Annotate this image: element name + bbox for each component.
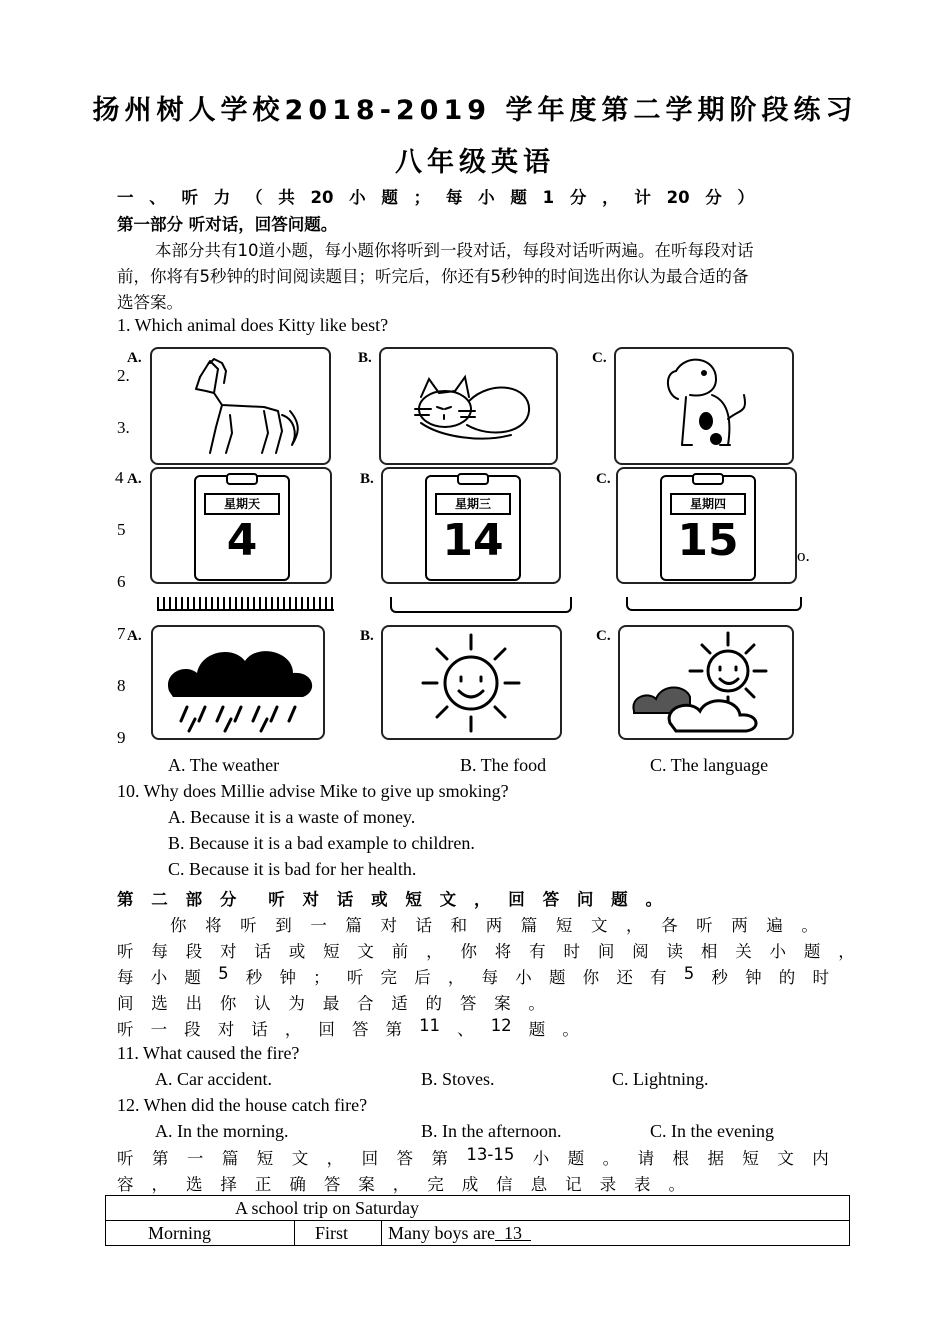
horse-icon <box>152 349 329 463</box>
option-label-c: C. <box>596 628 611 644</box>
answer-blank-13[interactable]: 13 <box>494 1222 531 1243</box>
question-1: 1. Which animal does Kitty like best? <box>117 315 389 335</box>
q11-option-a: A. Car accident. <box>155 1069 272 1089</box>
picture-option-cat[interactable] <box>379 347 558 465</box>
picture-option-calendar-b[interactable] <box>381 467 561 584</box>
cut-text: o. <box>797 546 810 565</box>
question-number: 7 <box>117 624 126 643</box>
option-label-a: A. <box>127 628 142 644</box>
calendar-day: 14 <box>442 515 504 566</box>
question-number: 3. <box>117 418 130 437</box>
hidden-picture-strip <box>390 597 572 613</box>
hidden-picture-strip <box>626 597 802 611</box>
picture-option-dog[interactable] <box>614 347 794 465</box>
page-subtitle: 八年级英语 <box>395 147 555 178</box>
instruction-line: 本部分共有10道小题，每小题你将听到一段对话，每段对话听两遍。在听每段对话 <box>155 241 754 260</box>
q12-option-b: B. In the afternoon. <box>421 1121 562 1141</box>
part2-title: 第 二 部 分 听 对 话 或 短 文 ， 回 答 问 题 。 <box>117 890 662 909</box>
record-table <box>105 1195 850 1246</box>
sun-icon <box>383 627 560 738</box>
q10-option-b: B. Because it is a bad example to children. <box>168 833 475 853</box>
option-label-a: A. <box>127 350 142 366</box>
option-label-c: C. <box>596 471 611 487</box>
calendar-day: 4 <box>226 515 258 566</box>
question-10: 10. Why does Millie advise Mike to give up smoking? <box>117 781 509 801</box>
instruction-line: 前，你将有5秒钟的时间阅读题目；听完后，你还有5秒钟的时间选出你认为最合适的备 <box>117 267 749 286</box>
table-cell: First <box>295 1221 382 1246</box>
hidden-picture-strip <box>157 597 334 611</box>
table-row <box>106 1196 850 1221</box>
q9-option-b: B. The food <box>460 755 547 775</box>
part2-instruction-line: 间 选 出 你 认 为 最 合 适 的 答 案 。 <box>117 994 545 1013</box>
question-11: 11. What caused the fire? <box>117 1043 300 1063</box>
q11-option-b: B. Stoves. <box>421 1069 495 1089</box>
option-label-b: B. <box>360 628 374 644</box>
question-number: 9 <box>117 728 126 747</box>
part2-instruction-line: 听 每 段 对 话 或 短 文 前 ， 你 将 有 时 间 阅 读 相 关 小 题 ， <box>117 942 855 961</box>
part2-instruction-line: 听 一 段 对 话 ， 回 答 第 11 、 12 题 。 <box>117 1016 579 1039</box>
option-label-b: B. <box>360 471 374 487</box>
option-label-b: B. <box>358 350 372 366</box>
picture-option-sun[interactable] <box>381 625 562 740</box>
option-label-a: A. <box>127 471 142 487</box>
q12-option-c: C. In the evening <box>650 1121 774 1141</box>
picture-option-rain[interactable] <box>151 625 325 740</box>
section-heading: 一 、 听 力 （ 共 20 小 题 ； 每 小 题 1 分 ， 计 20 分 ） <box>117 188 755 207</box>
question-number: 8 <box>117 676 126 695</box>
question-number: 4 <box>115 468 124 487</box>
calendar-weekday: 星期三 <box>435 493 511 515</box>
table-cell-text: Many boys are <box>388 1222 495 1243</box>
calendar-weekday: 星期天 <box>204 493 280 515</box>
picture-option-sun-cloud[interactable] <box>618 625 794 740</box>
rain-cloud-icon <box>153 627 323 738</box>
question-number: 6 <box>117 572 126 591</box>
question-number: 5 <box>117 520 126 539</box>
page-title: 扬州树人学校2018-2019 学年度第二学期阶段练习 <box>92 95 858 126</box>
cat-icon <box>381 349 556 463</box>
part3-instruction-line: 听 第 一 篇 短 文 ， 回 答 第 13-15 小 题 。 请 根 据 短 文 内 <box>117 1145 829 1168</box>
picture-option-calendar-c[interactable] <box>616 467 797 584</box>
option-label-c: C. <box>592 350 607 366</box>
part2-instruction-line: 每 小 题 5 秒 钟 ； 听 完 后 ， 每 小 题 你 还 有 5 秒 钟 的 时 <box>117 964 829 987</box>
part1-title: 第一部分 听对话，回答问题。 <box>117 215 338 234</box>
instruction-line: 选答案。 <box>117 293 183 312</box>
picture-option-horse[interactable] <box>150 347 331 465</box>
table-row <box>106 1221 850 1246</box>
dog-icon <box>616 349 792 463</box>
q10-option-c: C. Because it is bad for her health. <box>168 859 417 879</box>
part2-instruction-line: 你 将 听 到 一 篇 对 话 和 两 篇 短 文 ， 各 听 两 遍 。 <box>170 916 818 935</box>
calendar-weekday: 星期四 <box>670 493 746 515</box>
table-cell <box>382 1221 850 1246</box>
table-header-cell: A school trip on Saturday <box>106 1196 850 1221</box>
question-number: 2. <box>117 366 130 385</box>
q12-option-a: A. In the morning. <box>155 1121 289 1141</box>
picture-option-calendar-a[interactable] <box>150 467 332 584</box>
q9-option-a: A. The weather <box>168 755 280 775</box>
table-cell: Morning <box>106 1221 295 1246</box>
q9-option-c: C. The language <box>650 755 769 775</box>
part3-instruction-line: 容 ， 选 择 正 确 答 案 ， 完 成 信 息 记 录 表 。 <box>117 1175 685 1194</box>
q10-option-a: A. Because it is a waste of money. <box>168 807 416 827</box>
q11-option-c: C. Lightning. <box>612 1069 709 1089</box>
sun-cloud-icon <box>620 627 792 738</box>
calendar-day: 15 <box>677 515 739 566</box>
question-12: 12. When did the house catch fire? <box>117 1095 368 1115</box>
